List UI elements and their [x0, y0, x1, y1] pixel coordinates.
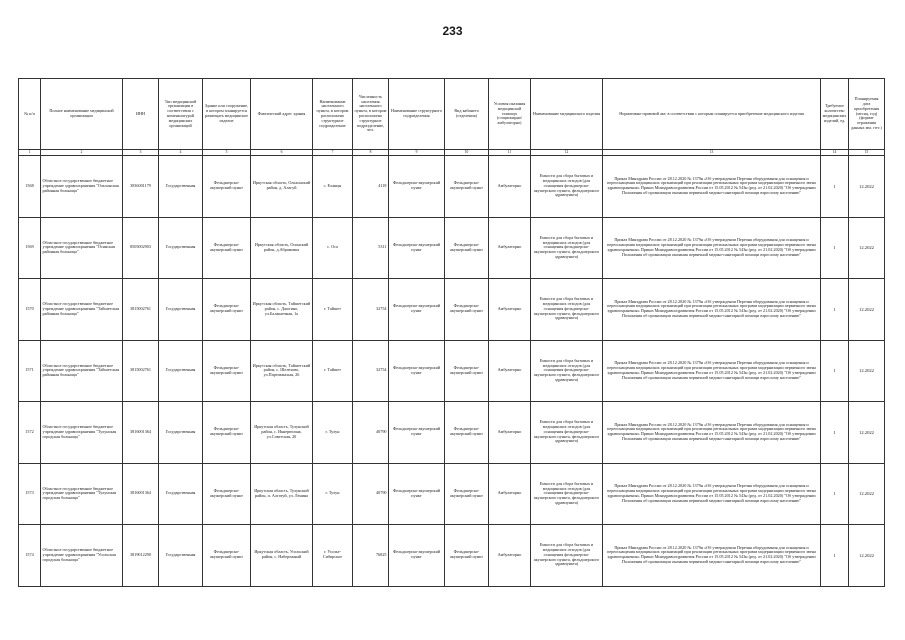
care-conditions: Амбулаторно: [489, 525, 531, 587]
inn: 3815002761: [123, 279, 159, 341]
equipment-table-container: [18, 78, 884, 587]
address: Иркутская область, Тайшетский район, с. Шелехово, ул.Партизанская, 26: [251, 340, 313, 402]
settlement: с. Оса: [313, 217, 353, 279]
structural-unit: Фельдшерско-акушерский пункт: [389, 156, 445, 218]
column-header: Наименование населенного пункта, в котором расположено структурное подразделение: [313, 79, 353, 150]
device-name: Емкости для сбора бытовых и медицинских отходов (для оснащения фельдшерско-акушерского пункта, фельдшерского здравпункта): [531, 156, 603, 218]
column-header: Численность населения населенного пункта, в котором расположено структурное подразделение, чел.: [353, 79, 389, 150]
organization-type: Государственная: [159, 156, 203, 218]
column-header: Планируемая дата приобретения (месяц, год) (формат отражения данных мм. гггг.): [849, 79, 885, 150]
building: Фельдшерско-акушерский пункт: [203, 463, 251, 525]
settlement: г. Усолье-Сибирское: [313, 525, 353, 587]
table-row: [19, 279, 885, 341]
structural-unit: Фельдшерско-акушерский пункт: [389, 402, 445, 464]
cabinet-type: Фельдшерско-акушерский пункт: [445, 402, 489, 464]
population: 76825: [353, 525, 389, 587]
inn: 3816001364: [123, 463, 159, 525]
structural-unit: Фельдшерско-акушерский пункт: [389, 463, 445, 525]
column-number: 15: [849, 150, 885, 156]
care-conditions: Амбулаторно: [489, 217, 531, 279]
organization-type: Государственная: [159, 279, 203, 341]
device-name: Емкости для сбора бытовых и медицинских отходов (для оснащения фельдшерско-акушерского пункта, фельдшерского здравпункта): [531, 463, 603, 525]
settlement: г. Тулун: [313, 402, 353, 464]
column-header: ИНН: [123, 79, 159, 150]
care-conditions: Амбулаторно: [489, 463, 531, 525]
address: Иркутская область, Тулунский район, п. Алгатуй, ул. Ленина: [251, 463, 313, 525]
settlement: с. Еланцы: [313, 156, 353, 218]
structural-unit: Фельдшерско-акушерский пункт: [389, 217, 445, 279]
column-header: Условия оказания медицинской помощи (стационарно/амбулаторно): [489, 79, 531, 150]
column-number: 6: [251, 150, 313, 156]
quantity: 1: [821, 217, 849, 279]
row-number: 1569: [19, 217, 41, 279]
inn: 3815002761: [123, 340, 159, 402]
column-header: Тип медицинской организации в соответствии с номенклатурой медицинских организаций: [159, 79, 203, 150]
legal-act: Приказ Минздрава России от 28.12.2020 № 1379н «Об утверждении Перечня оборудования для оснащения и переоснащения медицинских организаций при реализации региональных программ модернизации первичного звена здравоохранения» Приказ Минздравсоцразвития России от 15.05.2012 № 543н (ред. от 21.02.2020) "Об утверждении Положения об организации оказания первичной медико-санитарной помощи взрослому населению": [603, 525, 821, 587]
column-header: Наименование структурного подразделения: [389, 79, 445, 150]
column-header: Наименование медицинского изделия: [531, 79, 603, 150]
column-number: 10: [445, 150, 489, 156]
cabinet-type: Фельдшерско-акушерский пункт: [445, 217, 489, 279]
device-name: Емкости для сбора бытовых и медицинских отходов (для оснащения фельдшерско-акушерского пункта, фельдшерского здравпункта): [531, 525, 603, 587]
legal-act: Приказ Минздрава России от 28.12.2020 № 1379н «Об утверждении Перечня оборудования для оснащения и переоснащения медицинских организаций при реализации региональных программ модернизации первичного звена здравоохранения» Приказ Минздравсоцразвития России от 15.05.2012 № 543н (ред. от 21.02.2020) "Об утверждении Положения об организации оказания первичной медико-санитарной помощи взрослому населению": [603, 217, 821, 279]
legal-act: Приказ Минздрава России от 28.12.2020 № 1379н «Об утверждении Перечня оборудования для оснащения и переоснащения медицинских организаций при реализации региональных программ модернизации первичного звена здравоохранения» Приказ Минздравсоцразвития России от 15.05.2012 № 543н (ред. от 21.02.2020) "Об утверждении Положения об организации оказания первичной медико-санитарной помощи взрослому населению": [603, 156, 821, 218]
column-header: Полное наименование медицинской организации: [41, 79, 123, 150]
building: Фельдшерско-акушерский пункт: [203, 402, 251, 464]
organization-type: Государственная: [159, 402, 203, 464]
column-number: 7: [313, 150, 353, 156]
table-row: [19, 340, 885, 402]
organization-name: Областное государственное бюджетное учреждение здравоохранения "Тулунская городская больница": [41, 402, 123, 464]
address: Иркутская область, Осинский район, д.Абрамовка: [251, 217, 313, 279]
device-name: Емкости для сбора бытовых и медицинских отходов (для оснащения фельдшерско-акушерского пункта, фельдшерского здравпункта): [531, 340, 603, 402]
column-number: 1: [19, 150, 41, 156]
care-conditions: Амбулаторно: [489, 402, 531, 464]
quantity: 1: [821, 340, 849, 402]
inn: 3836001179: [123, 156, 159, 218]
column-number: 14: [821, 150, 849, 156]
building: Фельдшерско-акушерский пункт: [203, 525, 251, 587]
row-number: 1568: [19, 156, 41, 218]
column-number: 4: [159, 150, 203, 156]
organization-type: Государственная: [159, 463, 203, 525]
page-number: 233: [442, 24, 463, 38]
settlement: г. Тулун: [313, 463, 353, 525]
quantity: 1: [821, 156, 849, 218]
quantity: 1: [821, 402, 849, 464]
population: 4118: [353, 156, 389, 218]
column-header: № п/п: [19, 79, 41, 150]
row-number: 1572: [19, 402, 41, 464]
column-number: 5: [203, 150, 251, 156]
organization-type: Государственная: [159, 525, 203, 587]
purchase-date: 12.2022: [849, 463, 885, 525]
legal-act: Приказ Минздрава России от 28.12.2020 № 1379н «Об утверждении Перечня оборудования для оснащения и переоснащения медицинских организаций при реализации региональных программ модернизации первичного звена здравоохранения» Приказ Минздравсоцразвития России от 15.05.2012 № 543н (ред. от 21.02.2020) "Об утверждении Положения об организации оказания первичной медико-санитарной помощи взрослому населению": [603, 279, 821, 341]
column-number: 12: [531, 150, 603, 156]
inn: 3816001364: [123, 402, 159, 464]
building: Фельдшерско-акушерский пункт: [203, 340, 251, 402]
table-row: [19, 463, 885, 525]
settlement: г. Тайшет: [313, 340, 353, 402]
column-header: Нормативно-правовой акт, в соответствии с которым планируется приобретение медицинского изделия: [603, 79, 821, 150]
device-name: Емкости для сбора бытовых и медицинских отходов (для оснащения фельдшерско-акушерского пункта, фельдшерского здравпункта): [531, 402, 603, 464]
population: 32754: [353, 340, 389, 402]
organization-name: Областное государственное бюджетное учреждение здравоохранения "Усольская городская больница": [41, 525, 123, 587]
table-row: [19, 217, 885, 279]
column-header: Фактический адрес здания: [251, 79, 313, 150]
organization-type: Государственная: [159, 217, 203, 279]
organization-name: Областное государственное бюджетное учреждение здравоохранения "Тайшетская районная больница": [41, 340, 123, 402]
building: Фельдшерско-акушерский пункт: [203, 156, 251, 218]
column-number: 2: [41, 150, 123, 156]
row-number: 1573: [19, 463, 41, 525]
address: Иркутская область, Тайшетский район, с. Джогино, ул.Балакаечная, 1а: [251, 279, 313, 341]
column-header: Здание или сооружение, в котором планируется размещать медицинское изделие: [203, 79, 251, 150]
device-name: Емкости для сбора бытовых и медицинских отходов (для оснащения фельдшерско-акушерского пункта, фельдшерского здравпункта): [531, 217, 603, 279]
structural-unit: Фельдшерско-акушерский пункт: [389, 525, 445, 587]
purchase-date: 12.2022: [849, 279, 885, 341]
address: Иркутская область, Ольхонский район, д. Алагуй: [251, 156, 313, 218]
table-row: [19, 525, 885, 587]
device-name: Емкости для сбора бытовых и медицинских отходов (для оснащения фельдшерско-акушерского пункта, фельдшерского здравпункта): [531, 279, 603, 341]
table-row: [19, 156, 885, 218]
column-number: 8: [353, 150, 389, 156]
row-number: 1574: [19, 525, 41, 587]
organization-name: Областное государственное бюджетное учреждение здравоохранения "Ольхонская районная больница": [41, 156, 123, 218]
address: Иркутская область, Тулунский район, с. Икнерюсина, ул.Советская, 20: [251, 402, 313, 464]
purchase-date: 12.2022: [849, 217, 885, 279]
legal-act: Приказ Минздрава России от 28.12.2020 № 1379н «Об утверждении Перечня оборудования для оснащения и переоснащения медицинских организаций при реализации региональных программ модернизации первичного звена здравоохранения» Приказ Минздравсоцразвития России от 15.05.2012 № 543н (ред. от 21.02.2020) "Об утверждении Положения об организации оказания первичной медико-санитарной помощи взрослому населению": [603, 340, 821, 402]
row-number: 1571: [19, 340, 41, 402]
quantity: 1: [821, 525, 849, 587]
care-conditions: Амбулаторно: [489, 279, 531, 341]
column-number: 9: [389, 150, 445, 156]
purchase-date: 12.2022: [849, 525, 885, 587]
legal-act: Приказ Минздрава России от 28.12.2020 № 1379н «Об утверждении Перечня оборудования для оснащения и переоснащения медицинских организаций при реализации региональных программ модернизации первичного звена здравоохранения» Приказ Минздравсоцразвития России от 15.05.2012 № 543н (ред. от 21.02.2020) "Об утверждении Положения об организации оказания первичной медико-санитарной помощи взрослому населению": [603, 463, 821, 525]
settlement: г. Тайшет: [313, 279, 353, 341]
building: Фельдшерско-акушерский пункт: [203, 217, 251, 279]
cabinet-type: Фельдшерско-акушерский пункт: [445, 279, 489, 341]
column-header: Вид кабинета (отделения): [445, 79, 489, 150]
population: 40790: [353, 463, 389, 525]
care-conditions: Амбулаторно: [489, 156, 531, 218]
cabinet-type: Фельдшерско-акушерский пункт: [445, 156, 489, 218]
organization-type: Государственная: [159, 340, 203, 402]
row-number: 1570: [19, 279, 41, 341]
organization-name: Областное государственное бюджетное учреждение здравоохранения "Тулунская городская больница": [41, 463, 123, 525]
building: Фельдшерско-акушерский пункт: [203, 279, 251, 341]
organization-name: Областное государственное бюджетное учреждение здравоохранения "Осинская районная больница": [41, 217, 123, 279]
column-header: Требуемое количество медицинских изделий, ед.: [821, 79, 849, 150]
structural-unit: Фельдшерско-акушерский пункт: [389, 279, 445, 341]
quantity: 1: [821, 279, 849, 341]
purchase-date: 12.2022: [849, 156, 885, 218]
purchase-date: 12.2022: [849, 402, 885, 464]
column-number: 11: [489, 150, 531, 156]
cabinet-type: Фельдшерско-акушерский пункт: [445, 340, 489, 402]
population: 5311: [353, 217, 389, 279]
legal-act: Приказ Минздрава России от 28.12.2020 № 1379н «Об утверждении Перечня оборудования для оснащения и переоснащения медицинских организаций при реализации региональных программ модернизации первичного звена здравоохранения» Приказ Минздравсоцразвития России от 15.05.2012 № 543н (ред. от 21.02.2020) "Об утверждении Положения об организации оказания первичной медико-санитарной помощи взрослому населению": [603, 402, 821, 464]
table-body: [19, 156, 885, 587]
care-conditions: Амбулаторно: [489, 340, 531, 402]
column-number: 13: [603, 150, 821, 156]
population: 40790: [353, 402, 389, 464]
equipment-table: [18, 78, 885, 587]
table-header-row: [19, 79, 885, 150]
cabinet-type: Фельдшерско-акушерский пункт: [445, 525, 489, 587]
column-number: 3: [123, 150, 159, 156]
inn: 3819012290: [123, 525, 159, 587]
organization-name: Областное государственное бюджетное учреждение здравоохранения "Тайшетская районная больница": [41, 279, 123, 341]
cabinet-type: Фельдшерско-акушерский пункт: [445, 463, 489, 525]
purchase-date: 12.2022: [849, 340, 885, 402]
structural-unit: Фельдшерско-акушерский пункт: [389, 340, 445, 402]
address: Иркутская область, Усольский район, с. Набережный: [251, 525, 313, 587]
table-row: [19, 402, 885, 464]
population: 32754: [353, 279, 389, 341]
quantity: 1: [821, 463, 849, 525]
inn: 8505002903: [123, 217, 159, 279]
